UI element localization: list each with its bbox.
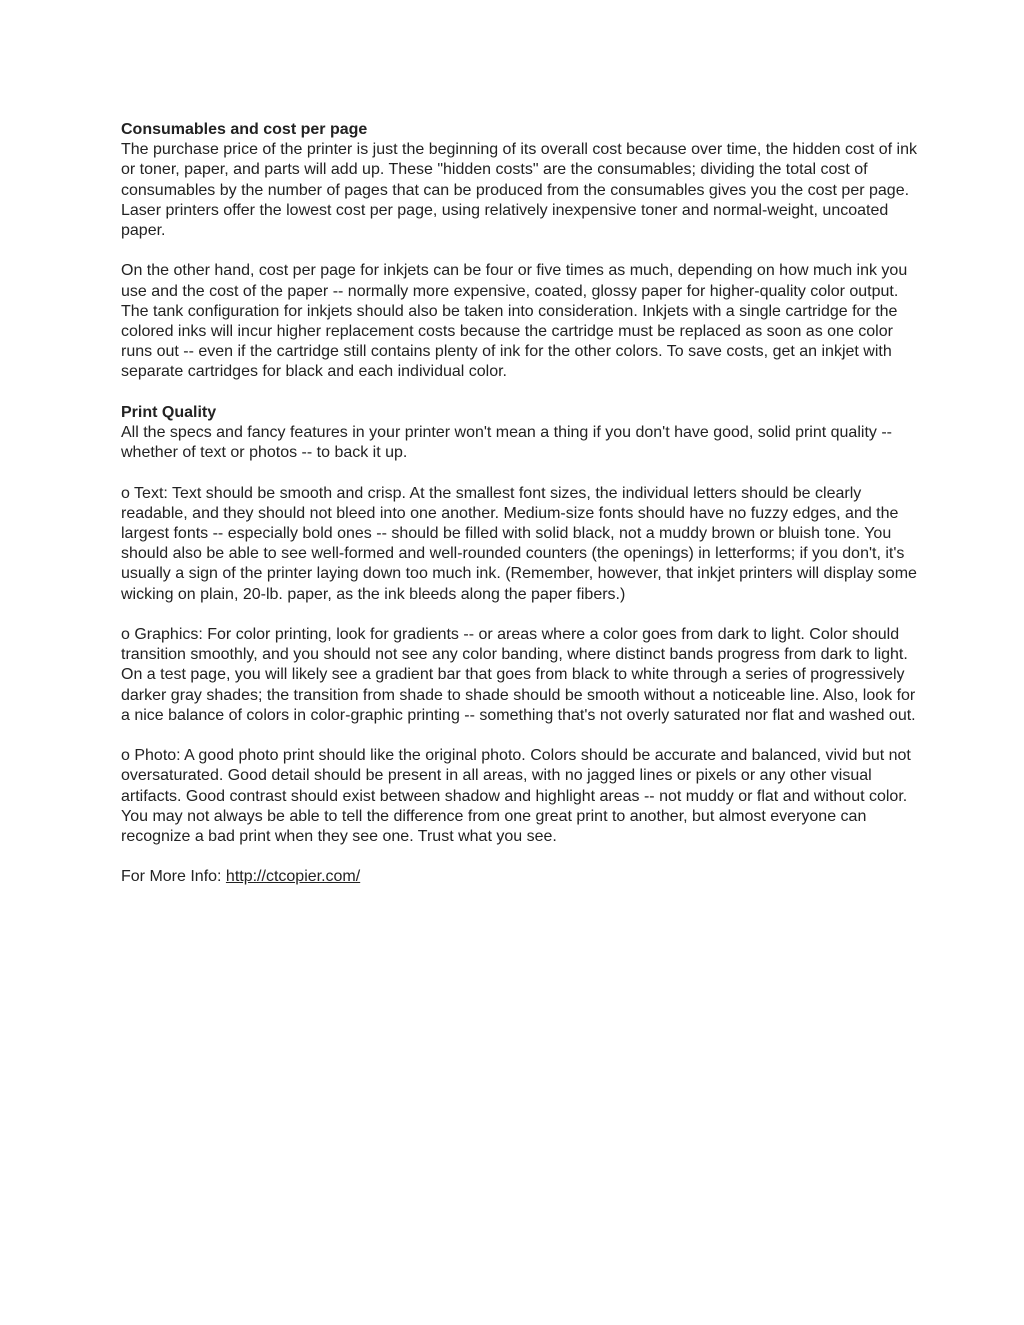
paragraph-gap — [121, 726, 921, 746]
more-info-line — [121, 867, 921, 887]
consumables-paragraph-1: The purchase price of the printer is just the beginning of its overall cost because over time, the hidden cost of ink or toner, paper, and parts will add up. These "hidden costs" are the consumables; dividing the total cost of consumables by the number of pages that can be produced from the consumables gives you the cost per page. Laser printers offer the lowest cost per page, using relatively inexpensive toner and normal-weight, uncoated paper. — [121, 141, 917, 240]
consumables-heading: Consumables and cost per page — [121, 121, 368, 138]
print-quality-graphics-item: o Graphics: For color printing, look for gradients -- or areas where a color goes from dark to light. Color should transition smoothly, and you should not see any color banding, where distinct bands progress from dark to light. On a test page, you will likely see a gradient bar that goes from black to white through a series of progressively darker gray shades; the transition from shade to shade should be smooth without a noticeable line. Also, look for a nice balance of colors in color-graphic printing -- something that's not overly saturated nor flat and washed out. — [121, 626, 916, 724]
paragraph-gap — [121, 847, 921, 867]
paragraph-gap — [121, 463, 921, 483]
print-quality-photo-item: o Photo: A good photo print should like the original photo. Colors should be accurate and balanced, vivid but not oversaturated. Good detail should be present in all areas, with no jagged lines or pixels or any other visual artifacts. Good contrast should exist between shadow and highlight areas -- not muddy or flat and without color. You may not always be able to tell the difference from one great print to another, but almost everyone can recognize a bad print when they see one. Trust what you see. — [121, 747, 911, 846]
paragraph-gap — [121, 241, 921, 261]
print-quality-intro: All the specs and fancy features in your printer won't mean a thing if you don't have good, solid print quality -- whether of text or photos -- to back it up. — [121, 424, 892, 462]
paragraph-gap — [121, 605, 921, 625]
print-quality-heading: Print Quality — [121, 403, 217, 421]
more-info-link[interactable]: http://ctcopier.com/ — [225, 868, 361, 886]
more-info-label: For More Info: — [121, 868, 226, 886]
consumables-paragraph-2: On the other hand, cost per page for inkjets can be four or five times as much, depending on how much ink you use and the cost of the paper -- normally more expensive, coated, glossy paper for higher-quality color output. The tank configuration for inkjets should also be taken into consideration. Inkjets with a single cartridge for the colored inks will incur higher replacement costs because the cartridge must be replaced as soon as one color runs out -- even if the cartridge still contains plenty of ink for the other colors. To save costs, get an inkjet with separate cartridges for black and each individual color. — [121, 262, 908, 381]
document-page — [121, 120, 921, 888]
paragraph-gap — [121, 383, 921, 403]
print-quality-text-item: o Text: Text should be smooth and crisp. At the smallest font sizes, the individual letters should be clearly readable, and they should not bleed into one another. Medium-size fonts should have no fuzzy edges, and the largest fonts -- especially bold ones -- should be filled with solid black, not a muddy brown or bluish tone. You should also be able to see well-formed and well-rounded counters (the openings) in letterforms; if you don't, it's usually a sign of the printer laying down too much ink. (Remember, however, that inkjet printers will display some wicking on plain, 20-lb. paper, as the ink bleeds along the paper fibers.) — [121, 484, 917, 603]
